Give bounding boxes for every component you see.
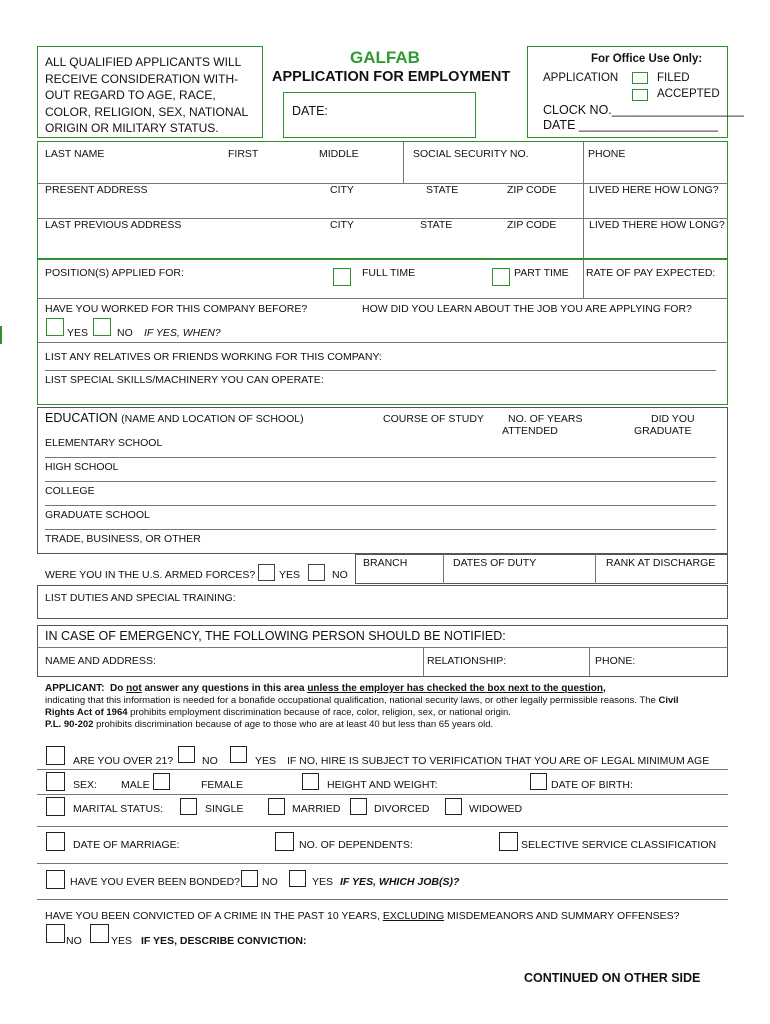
widowed-checkbox[interactable] — [445, 798, 462, 815]
single-label: SINGLE — [205, 803, 244, 815]
previous-address-label: LAST PREVIOUS ADDRESS — [45, 219, 182, 231]
dob-employer-checkbox[interactable] — [530, 773, 547, 790]
convicted-yes-checkbox[interactable] — [90, 924, 109, 943]
bonded-employer-checkbox[interactable] — [46, 870, 65, 889]
height-weight-employer-checkbox[interactable] — [302, 773, 319, 790]
continued-label: CONTINUED ON OTHER SIDE — [524, 971, 701, 985]
branch-label: BRANCH — [363, 557, 408, 569]
high-school-label: HIGH SCHOOL — [45, 461, 119, 473]
divider — [423, 647, 424, 677]
convicted-yes-label: YES — [111, 935, 133, 947]
accepted-checkbox[interactable] — [632, 89, 648, 101]
notice-text: ALL QUALIFIED APPLICANTS WILL RECEIVE CONSIDERATION WITH- OUT REGARD TO AGE, RACE, COLOR, RELIGION, SEX, NATIONAL ORIGIN OR MILITARY STATUS. — [45, 55, 249, 135]
bonded-label: HAVE YOU EVER BEEN BONDED? — [70, 876, 240, 888]
divider — [37, 826, 728, 827]
divider — [37, 899, 728, 900]
bonded-yes-checkbox[interactable] — [289, 870, 306, 887]
dependents-employer-checkbox[interactable] — [275, 832, 294, 851]
office-date-label[interactable]: DATE ____________________ — [543, 118, 718, 132]
relatives-line — [45, 370, 716, 371]
education-heading: EDUCATION (NAME AND LOCATION OF SCHOOL) — [45, 411, 304, 425]
office-application-label: APPLICATION — [543, 72, 619, 84]
over21-label: ARE YOU OVER 21? — [73, 755, 174, 767]
education-row-line — [45, 481, 716, 482]
divider — [583, 260, 584, 298]
divider — [403, 142, 404, 183]
date-label: DATE: — [292, 104, 328, 118]
trade-school-label: TRADE, BUSINESS, OR OTHER — [45, 533, 201, 545]
bonded-yes-label: YES — [312, 876, 334, 888]
armed-forces-label: WERE YOU IN THE U.S. ARMED FORCES? — [45, 569, 256, 581]
date-input[interactable] — [332, 100, 470, 122]
full-time-label: FULL TIME — [362, 267, 416, 279]
date-marriage-employer-checkbox[interactable] — [46, 832, 65, 851]
form-title: APPLICATION FOR EMPLOYMENT — [272, 69, 511, 85]
relatives-label: LIST ANY RELATIVES OR FRIENDS WORKING FOR THIS COMPANY: — [45, 351, 382, 363]
describe-conviction-label: IF YES, DESCRIBE CONVICTION: — [141, 935, 307, 947]
bonded-no-label: NO — [262, 876, 278, 888]
present-zip-label: ZIP CODE — [507, 184, 557, 196]
over21-no-checkbox[interactable] — [178, 746, 195, 763]
left-edge-mark — [0, 326, 2, 344]
part-time-checkbox[interactable] — [492, 268, 510, 286]
graduate-label-1: DID YOU — [651, 413, 695, 425]
height-weight-label: HEIGHT AND WEIGHT: — [327, 779, 438, 791]
divider — [589, 647, 590, 677]
position-applied-label: POSITION(S) APPLIED FOR: — [45, 267, 184, 279]
phone-label: PHONE — [588, 148, 626, 160]
divider — [37, 863, 728, 864]
divider — [583, 218, 584, 259]
lived-here-label: LIVED HERE HOW LONG? — [589, 184, 719, 196]
office-use-title: For Office Use Only: — [591, 53, 703, 65]
applicant-notice: APPLICANT: Do not answer any questions in this area unless the employer has checked the box next to the question, indicating that this information is needed for a bonafide occupational qualification, national security laws, or other legally permissible reasons. The Civil Rights Act of 1964 prohibits employment discrimination because of race, color, religion, sex, or national origin. P.L. 90-202 prohibits discrimination because of age to those who are at least 40 but less than 65 years old. — [45, 683, 679, 730]
rank-label: RANK AT DISCHARGE — [606, 557, 716, 569]
armed-forces-no-checkbox[interactable] — [308, 564, 325, 581]
divider — [37, 794, 728, 795]
widowed-label: WIDOWED — [469, 803, 523, 815]
accepted-label: ACCEPTED — [657, 88, 720, 100]
bonded-no-checkbox[interactable] — [241, 870, 258, 887]
education-row-line — [45, 529, 716, 530]
ssn-label: SOCIAL SECURITY NO. — [413, 148, 529, 160]
married-checkbox[interactable] — [268, 798, 285, 815]
previous-state-label: STATE — [420, 219, 453, 231]
worked-before-no-label: NO — [117, 327, 133, 339]
divorced-label: DIVORCED — [374, 803, 430, 815]
over21-no-label: NO — [202, 755, 218, 767]
education-row-line — [45, 505, 716, 506]
armed-forces-yes-checkbox[interactable] — [258, 564, 275, 581]
dates-of-duty-label: DATES OF DUTY — [453, 557, 537, 569]
graduate-school-label: GRADUATE SCHOOL — [45, 509, 150, 521]
selective-service-label: SELECTIVE SERVICE CLASSIFICATION — [521, 839, 717, 851]
worked-before-no-checkbox[interactable] — [93, 318, 111, 336]
emergency-relationship-label: RELATIONSHIP: — [427, 655, 507, 667]
divider — [595, 554, 596, 584]
armed-forces-yes-label: YES — [279, 569, 301, 581]
divider — [583, 142, 584, 183]
over21-yes-label: YES — [255, 755, 277, 767]
sex-employer-checkbox[interactable] — [46, 772, 65, 791]
college-label: COLLEGE — [45, 485, 95, 497]
company-name: GALFAB — [350, 48, 420, 67]
sex-label: SEX: — [73, 779, 97, 791]
duties-label: LIST DUTIES AND SPECIAL TRAINING: — [45, 592, 236, 604]
present-city-label: CITY — [330, 184, 354, 196]
part-time-label: PART TIME — [514, 267, 569, 279]
rate-of-pay-label: RATE OF PAY EXPECTED: — [586, 267, 716, 279]
convicted-no-label: NO — [66, 935, 82, 947]
over21-yes-checkbox[interactable] — [230, 746, 247, 763]
present-address-label: PRESENT ADDRESS — [45, 184, 148, 196]
divider — [37, 647, 728, 648]
years-attended-label-1: NO. OF YEARS — [508, 413, 583, 425]
emergency-phone-label: PHONE: — [595, 655, 636, 667]
male-checkbox[interactable] — [153, 773, 170, 790]
education-row-line — [45, 457, 716, 458]
years-attended-label-2: ATTENDED — [502, 425, 558, 437]
divider — [37, 298, 728, 299]
single-checkbox[interactable] — [180, 798, 197, 815]
convicted-question: HAVE YOU BEEN CONVICTED OF A CRIME IN THE PAST 10 YEARS, EXCLUDING MISDEMEANORS AND SUMMARY OFFENSES? — [45, 910, 680, 922]
emergency-heading: IN CASE OF EMERGENCY, THE FOLLOWING PERSON SHOULD BE NOTIFIED: — [45, 629, 506, 643]
lived-there-label: LIVED THERE HOW LONG? — [589, 219, 725, 231]
if-no-hire-label: IF NO, HIRE IS SUBJECT TO VERIFICATION THAT YOU ARE OF LEGAL MINIMUM AGE — [287, 755, 710, 767]
worked-before-label: HAVE YOU WORKED FOR THIS COMPANY BEFORE? — [45, 303, 308, 315]
filed-checkbox[interactable] — [632, 72, 648, 84]
if-yes-when-label: IF YES, WHEN? — [144, 327, 221, 339]
divorced-checkbox[interactable] — [350, 798, 367, 815]
marital-status-label: MARITAL STATUS: — [73, 803, 164, 815]
dependents-label: NO. OF DEPENDENTS: — [299, 839, 413, 851]
skills-label: LIST SPECIAL SKILLS/MACHINERY YOU CAN OPERATE: — [45, 374, 324, 386]
worked-before-yes-label: YES — [67, 327, 89, 339]
worked-before-yes-checkbox[interactable] — [46, 318, 64, 336]
graduate-label-2: GRADUATE — [634, 425, 692, 437]
divider — [37, 769, 728, 770]
filed-label: FILED — [657, 72, 690, 84]
divider — [583, 183, 584, 219]
clock-no-label[interactable]: CLOCK NO.___________________ — [543, 103, 744, 117]
divider — [443, 554, 444, 584]
which-jobs-label: IF YES, WHICH JOB(S)? — [340, 876, 460, 888]
divider — [37, 342, 728, 343]
over21-employer-checkbox[interactable] — [46, 746, 65, 765]
armed-forces-no-label: NO — [332, 569, 348, 581]
previous-city-label: CITY — [330, 219, 354, 231]
convicted-no-checkbox[interactable] — [46, 924, 65, 943]
male-label: MALE — [121, 779, 150, 791]
middle-name-label: MIDDLE — [319, 148, 359, 160]
emergency-name-label: NAME AND ADDRESS: — [45, 655, 156, 667]
last-name-label: LAST NAME — [45, 148, 105, 160]
married-label: MARRIED — [292, 803, 341, 815]
marital-employer-checkbox[interactable] — [46, 797, 65, 816]
date-marriage-label: DATE OF MARRIAGE: — [73, 839, 180, 851]
how-learn-label: HOW DID YOU LEARN ABOUT THE JOB YOU ARE APPLYING FOR? — [362, 303, 692, 315]
female-label: FEMALE — [201, 779, 244, 791]
previous-zip-label: ZIP CODE — [507, 219, 557, 231]
full-time-checkbox[interactable] — [333, 268, 351, 286]
first-name-label: FIRST — [228, 148, 259, 160]
present-state-label: STATE — [426, 184, 459, 196]
selective-service-employer-checkbox[interactable] — [499, 832, 518, 851]
course-of-study-label: COURSE OF STUDY — [383, 413, 484, 425]
dob-label: DATE OF BIRTH: — [551, 779, 633, 791]
elementary-school-label: ELEMENTARY SCHOOL — [45, 437, 163, 449]
